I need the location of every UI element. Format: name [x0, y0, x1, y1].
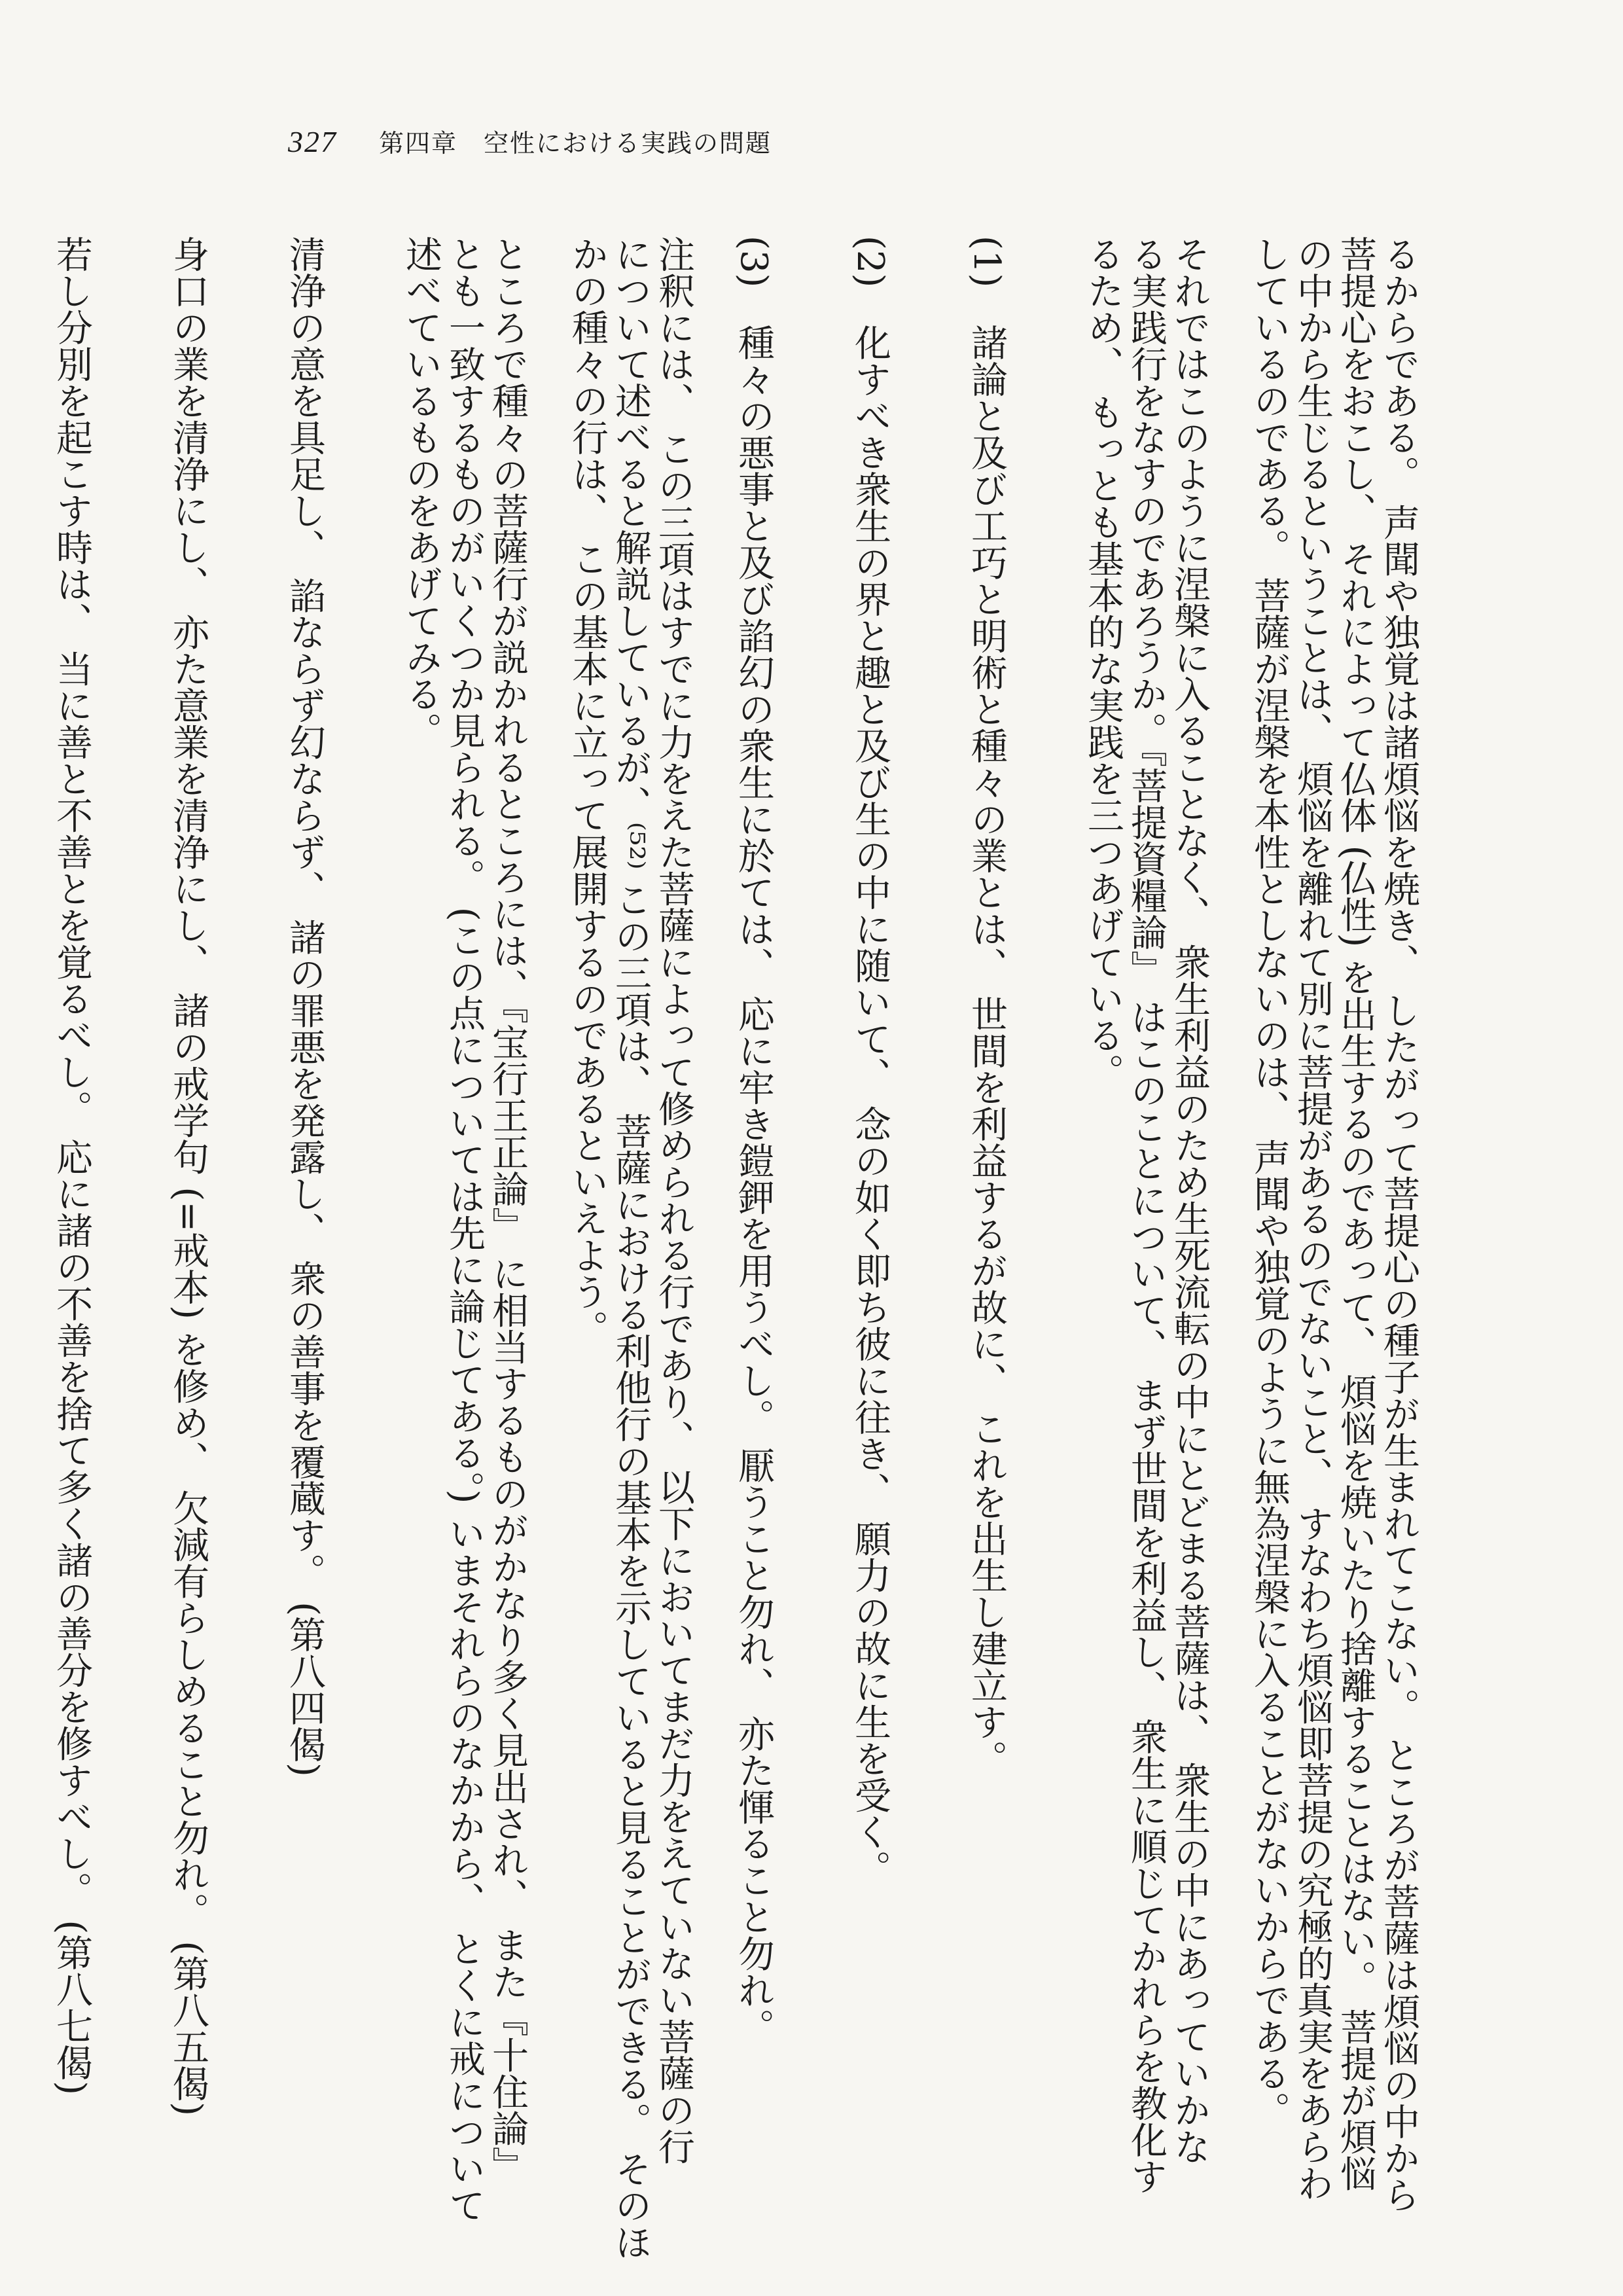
text-line: 述べているものをあげてみる。: [400, 236, 442, 749]
text-line: る実践行をなすのであろうか。『菩提資糧論』 はこのことについて、 まず世間を利益し、 衆生に順じてかれらを教化す: [1125, 236, 1168, 2195]
text-line: (3) 種々の悪事と及び諂幻の衆生に於ては、 応に牢き鎧鉀を用うべし。 厭うこと勿れ、 亦た惲ること勿れ。: [732, 236, 775, 2045]
text-line: しているのである。 菩薩が涅槃を本性としないのは、 声聞や独覚のように無為涅槃に入ることがないからである。: [1248, 236, 1291, 2128]
text-line: 若し分別を起こす時は、 当に善と不善とを覚るべし。 応に諸の不善を捨て多く諸の善分を修すべし。 (第八七偈): [50, 236, 93, 2096]
text-line: (2) 化すべき衆生の界と趣と及び生の中に随いて、 念の如く即ち彼に往き、 願力の故に生を受く。: [849, 236, 891, 1887]
text-line: 清浄の意を具足し、 諂ならず幻ならず、 諸の罪悪を発露し、 衆の善事を覆蔵す。 (第八四偈): [283, 236, 326, 1777]
text-line: とも一致するものがいくつか見られる。 (この点については先に論じてある。) いまそれらのなかから、 とくに戒について: [443, 236, 486, 2224]
running-title: 第四章 空性における実践の問題: [379, 129, 772, 158]
text-line: について述べると解説しているが、⁽⁵²⁾ この三項は、 菩薩における利他行の基本を示していると見ることができる。 そのほ: [609, 236, 652, 2261]
text-line: (1) 諸論と及び工巧と明術と種々の業とは、 世間を利益するが故に、 これを出生し建立す。: [965, 236, 1008, 1777]
text-line: それではこのように涅槃に入ることなく、 衆生利益のため生死流転の中にとどまる菩薩は、 衆生の中にあっていかな: [1168, 236, 1211, 2165]
text-line: るからである。 声聞や独覚は諸煩悩を焼き、 したがって菩提心の種子が生まれてこない。 ところが菩薩は煩悩の中から: [1378, 236, 1420, 2214]
text-line: 菩提心をおこし、 それによって仏体 (仏性) を出生するのであって、 煩悩を焼いたり捨離することはない。 菩提が煩悩: [1334, 236, 1377, 2192]
page-number: 327: [288, 125, 337, 158]
text-line: の中から生じるということは、 煩悩を離れて別に菩提があるのでないこと、 すなわち煩悩即菩提の究極的真実をあらわ: [1291, 236, 1334, 2202]
text-line: 身口の業を清浄にし、 亦た意業を清浄にし、 諸の戒学句 (=戒本) を修め、 欠減有らしめること勿れ。 (第八五偈): [167, 236, 209, 2117]
text-line: かの種々の行は、 この基本に立って展開するのであるといえよう。: [566, 236, 609, 1347]
text-line: ところで種々の菩薩行が説かれるところには、『宝行王正論』 に相当するものがかなり多く見出され、 また『十住論』: [486, 236, 529, 2183]
vertical-body-text: [50, 236, 1420, 2261]
page-header: [288, 123, 772, 169]
text-line: るため、 もっとも基本的な実践を三つあげている。: [1082, 236, 1124, 1090]
text-line: 注釈には、 この三項はすでに力をえた菩薩によって修められる行であり、 以下においてまだ力をえていない菩薩の行: [652, 236, 695, 2165]
